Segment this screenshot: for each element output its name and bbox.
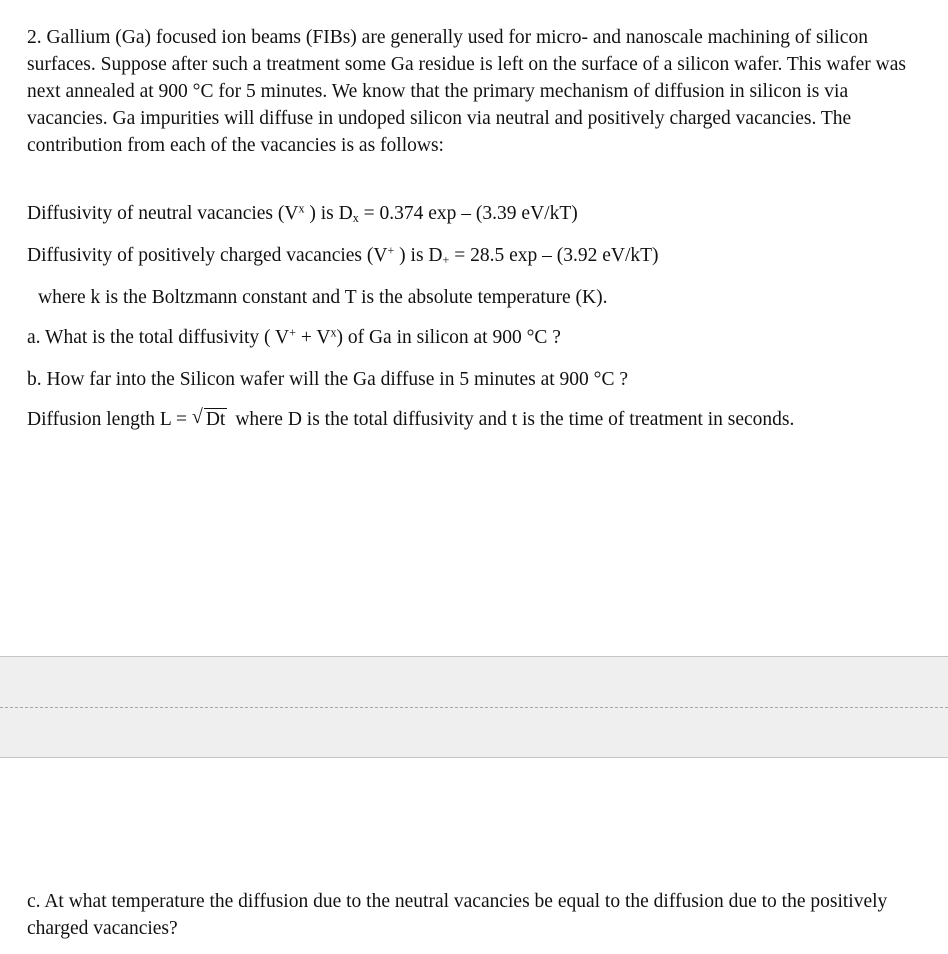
neutral-formula: = 0.374 exp – (3.39 eV/kT) <box>358 203 578 224</box>
question-a-prefix: a. What is the total diffusivity ( V <box>27 327 290 348</box>
radical-sign: √ <box>191 406 203 428</box>
diffusion-length-suffix: where D is the total diffusivity and t is the time of treatment in seconds. <box>235 409 795 430</box>
problem-intro: 2. Gallium (Ga) focused ion beams (FIBs) are generally used for micro- and nanoscale machining of silicon surfaces. Suppose after such a treatment some Ga residue is left on the surface of a silicon wafer. This wafer was next annealed at 900 °C for 5 minutes. We know that the primary mechanism of diffusion in silicon is via vacancies. Ga impurities will diffuse in undoped silicon via neutral and positively charged vacancies. The contribution from each of the vacancies is as follows: <box>27 27 906 156</box>
diffusion-length-prefix: Diffusion length L = <box>27 409 192 430</box>
question-a-sup1: + <box>289 325 296 340</box>
positive-sub: + <box>442 253 450 268</box>
boltzmann-note: where k is the Boltzmann constant and T is the absolute temperature (K). <box>38 287 608 308</box>
positive-prefix: Diffusivity of positively charged vacancies (V <box>27 245 388 266</box>
diffusion-length-formula <box>27 406 907 433</box>
neutral-middle: ) is D <box>304 203 353 224</box>
neutral-sup: x <box>298 201 305 216</box>
radicand: Dt <box>205 409 226 430</box>
square-root <box>192 406 228 433</box>
question-c: c. At what temperature the diffusion due to the neutral vacancies be equal to the diffusion due to the positively charged vacancies? <box>27 891 888 939</box>
neutral-prefix: Diffusivity of neutral vacancies (V <box>27 203 299 224</box>
neutral-diffusivity-line <box>27 200 907 227</box>
question-b: b. How far into the Silicon wafer will the Ga diffuse in 5 minutes at 900 °C ? <box>27 369 628 390</box>
question-a-suffix: ) of Ga in silicon at 900 °C ? <box>336 327 561 348</box>
question-a-sup2: x <box>330 325 337 340</box>
page-break-dashed-line <box>0 707 948 708</box>
positive-formula: = 28.5 exp – (3.92 eV/kT) <box>449 245 659 266</box>
question-a-middle: + V <box>295 327 331 348</box>
page-separator-band <box>0 656 948 758</box>
positive-diffusivity-line <box>27 242 907 269</box>
neutral-sub: x <box>352 211 359 226</box>
question-a <box>27 324 907 351</box>
positive-middle: ) is D <box>394 245 443 266</box>
positive-sup: + <box>387 243 395 258</box>
